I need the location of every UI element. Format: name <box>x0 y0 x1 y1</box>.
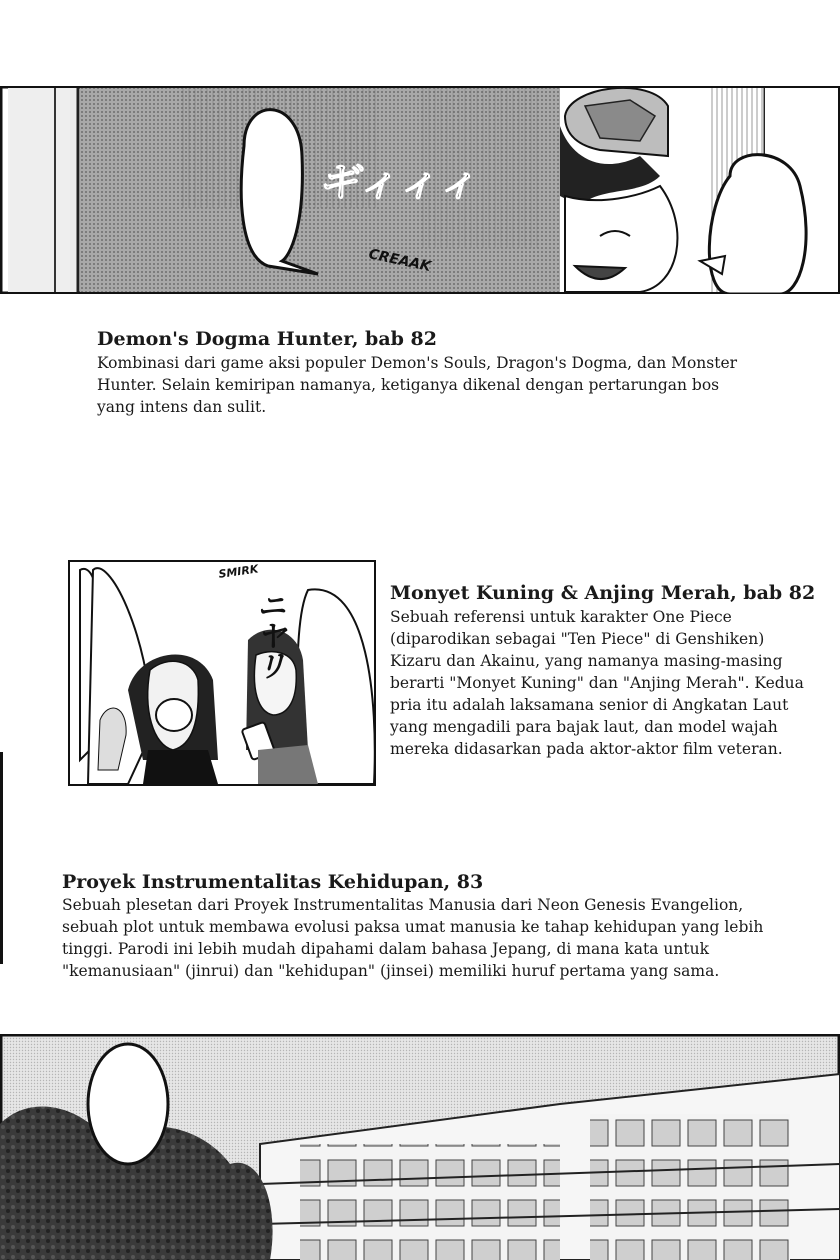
sfx-creak-label: CREAAK <box>367 246 433 276</box>
note-title-3: Proyek Instrumentalitas Kehidupan, 83 <box>62 871 484 893</box>
speech-bubble-bottom <box>88 1044 168 1164</box>
manga-panel-middle <box>68 560 376 786</box>
sfx-creak-kana: ギィィィ <box>318 160 477 206</box>
note-body-2: Sebuah referensi untuk karakter One Piece (diparodikan sebagai "Ten Piece" di Genshiken) Kizaru dan Akainu, yang namanya masing-masing berarti "Monyet Kuning" dan "Anjing Merah". Kedua pria itu adalah laksamana senior di Angkatan Laut yang mengadili para bajak laut, dan model wajah mereka didasarkan pada aktor-aktor film veteran. <box>390 608 804 758</box>
sfx-smirk-kana: ニヤリ <box>250 590 286 680</box>
door-scene-illustration <box>0 86 840 294</box>
note-title-2: Monyet Kuning & Anjing Merah, bab 82 <box>390 582 816 604</box>
manga-panel-top <box>0 86 840 294</box>
sfx-smirk-label: SMIRK <box>217 562 260 581</box>
margin-rule <box>0 752 3 964</box>
note-body-1: Kombinasi dari game aksi populer Demon's Souls, Dragon's Dogma, dan Monster Hunter. Selain kemiripan namanya, ketiganya dikenal dengan pertarungan bos yang intens dan sulit. <box>97 354 738 416</box>
manga-panel-bottom <box>0 1034 840 1260</box>
note-title-1: Demon's Dogma Hunter, bab 82 <box>97 328 437 350</box>
building-scene-illustration <box>0 1034 840 1260</box>
note-body-3: Sebuah plesetan dari Proyek Instrumentalitas Manusia dari Neon Genesis Evangelion, sebuah plot untuk membawa evolusi paksa umat manusia ke tahap kehidupan yang lebih tinggi. Parodi ini lebih mudah dipahami dalam bahasa Jepang, di mana kata untuk "kemanusiaan" (jinrui) dan "kehidupan" (jinsei) memiliki huruf pertama yang sama. <box>62 896 764 980</box>
smirk-scene-illustration <box>68 560 376 786</box>
